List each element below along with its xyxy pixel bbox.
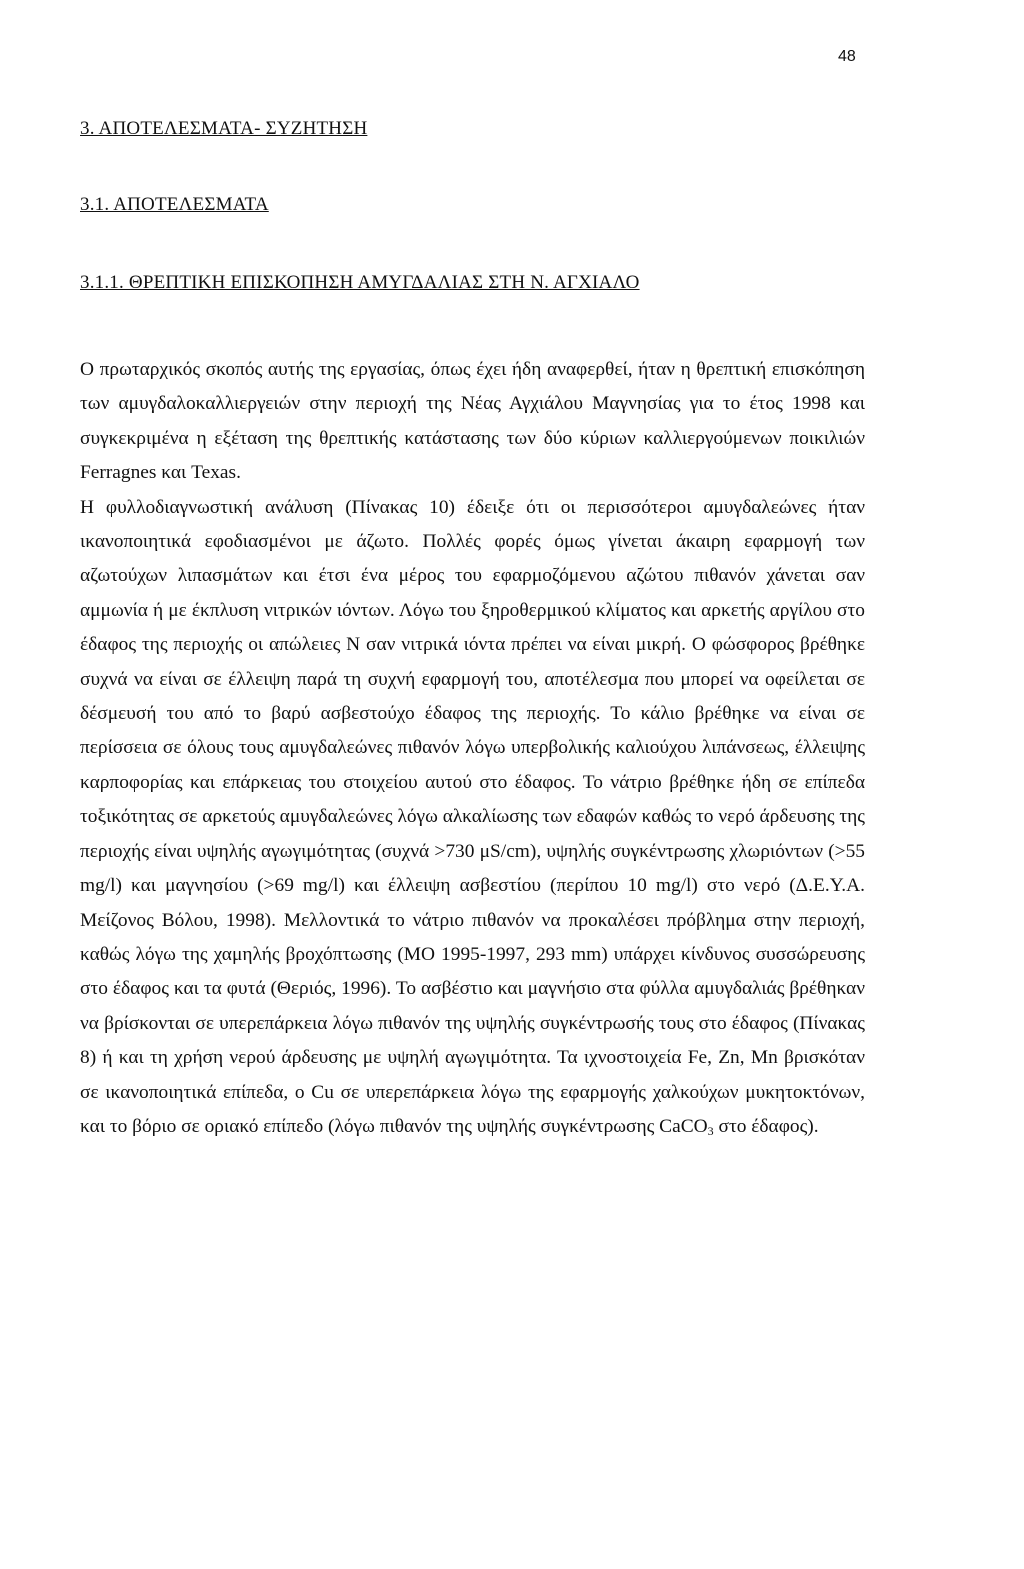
paragraph-2-end: στο έδαφος). [713, 1115, 819, 1137]
caco3-subscript: 3 [707, 1123, 714, 1138]
paragraph-1: Ο πρωταρχικός σκοπός αυτής της εργασίας, όπως έχει ήδη αναφερθεί, ήταν η θρεπτική επισκόπηση των αμυγδαλοκαλλιεργειών στην περιοχή της Νέας Αγχιάλου Μαγνησίας για το έτος 1998 και συγκεκριμένα η εξέταση της θρεπτικής κατάστασης των δύο κύριων καλλιεργούμενων ποικιλιών Ferragnes και Texas. [80, 359, 865, 484]
paragraph-2 [80, 491, 865, 1145]
page-number: 48 [838, 48, 856, 65]
subsection-heading: 3.1. ΑΠΟΤΕΛΕΣΜΑΤΑ [80, 194, 269, 215]
subsubsection-heading: 3.1.1. ΘΡΕΠΤΙΚΗ ΕΠΙΣΚΟΠΗΣΗ ΑΜΥΓΔΑΛΙΑΣ ΣΤΗ Ν. ΑΓΧΙΑΛΟ [80, 272, 640, 293]
paragraph-2-text: Η φυλλοδιαγνωστική ανάλυση (Πίνακας 10) έδειξε ότι οι περισσότεροι αμυγδαλεώνες ήταν ικανοποιητικά εφοδιασμένοι με άζωτο. Πολλές φορές όμως γίνεται άκαιρη εφαρμογή των αζωτούχων λιπασμάτων και έτσι ένα μέρος του εφαρμοζόμενου αζώτου πιθανόν χάνεται σαν αμμωνία ή με έκπλυση νιτρικών ιόντων. Λόγω του ξηροθερμικού κλίματος και αρκετής αργίλου στο έδαφος της περιοχής οι απώλειες Ν σαν νιτρικά ιόντα πρέπει να είναι μικρή. Ο φώσφορος βρέθηκε συχνά να είναι σε έλλειψη παρά τη συχνή εφαρμογή του, αποτέλεσμα που μπορεί να οφείλεται σε δέσμευσή του από το βαρύ ασβεστούχο έδαφος της περιοχής. Το κάλιο βρέθηκε να είναι σε περίσσεια σε όλους τους αμυγδαλεώνες πιθανόν λόγω υπερβολικής καλιούχου λιπάνσεως, έλλειψης καρποφορίας και επάρκειας του στοιχείου αυτού στο έδαφος. Το νάτριο βρέθηκε ήδη σε επίπεδα τοξικότητας σε αρκετούς αμυγδαλεώνες λόγω αλκαλίωσης των εδαφών καθώς το νερό άρδευσης της περιοχής είναι υψηλής αγωγιμότητας (συχνά >730 μS/cm), υψηλής συγκέντρωσης χλωριόντων (>55 mg/l) και μαγνησίου (>69 mg/l) και έλλειψη ασβεστίου (περίπου 10 mg/l) στο νερό (Δ.Ε.Υ.Α. Μείζονος Βόλου, 1998). Μελλοντικά το νάτριο πιθανόν να προκαλέσει πρόβλημα στην περιοχή, καθώς λόγω της χαμηλής βροχόπτωσης (ΜΟ 1995-1997, 293 mm) υπάρχει κίνδυνος συσσώρευσης στο έδαφος και τα φυτά (Θεριός, 1996). Το ασβέστιο και μαγνήσιο στα φύλλα αμυγδαλιάς βρέθηκαν να βρίσκονται σε υπερεπάρκεια λόγω πιθανόν της υψηλής συγκέντρωσής τους στο έδαφος (Πίνακας 8) ή και τη χρήση νερού άρδευσης με υψηλή αγωγιμότητα. Τα ιχνοστοιχεία Fe, Zn, Mn βρισκόταν σε ικανοποιητικά επίπεδα, ο Cu σε υπερεπάρκεια λόγω της εφαρμογής χαλκούχων μυκητοκτόνων, και το βόριο σε οριακό επίπεδο (λόγω πιθανόν της υψηλής συγκέντρωσης CaCO [80, 496, 865, 1137]
section-heading: 3. ΑΠΟΤΕΛΕΣΜΑΤΑ- ΣΥΖΗΤΗΣΗ [80, 118, 368, 139]
body-text [80, 353, 865, 1144]
